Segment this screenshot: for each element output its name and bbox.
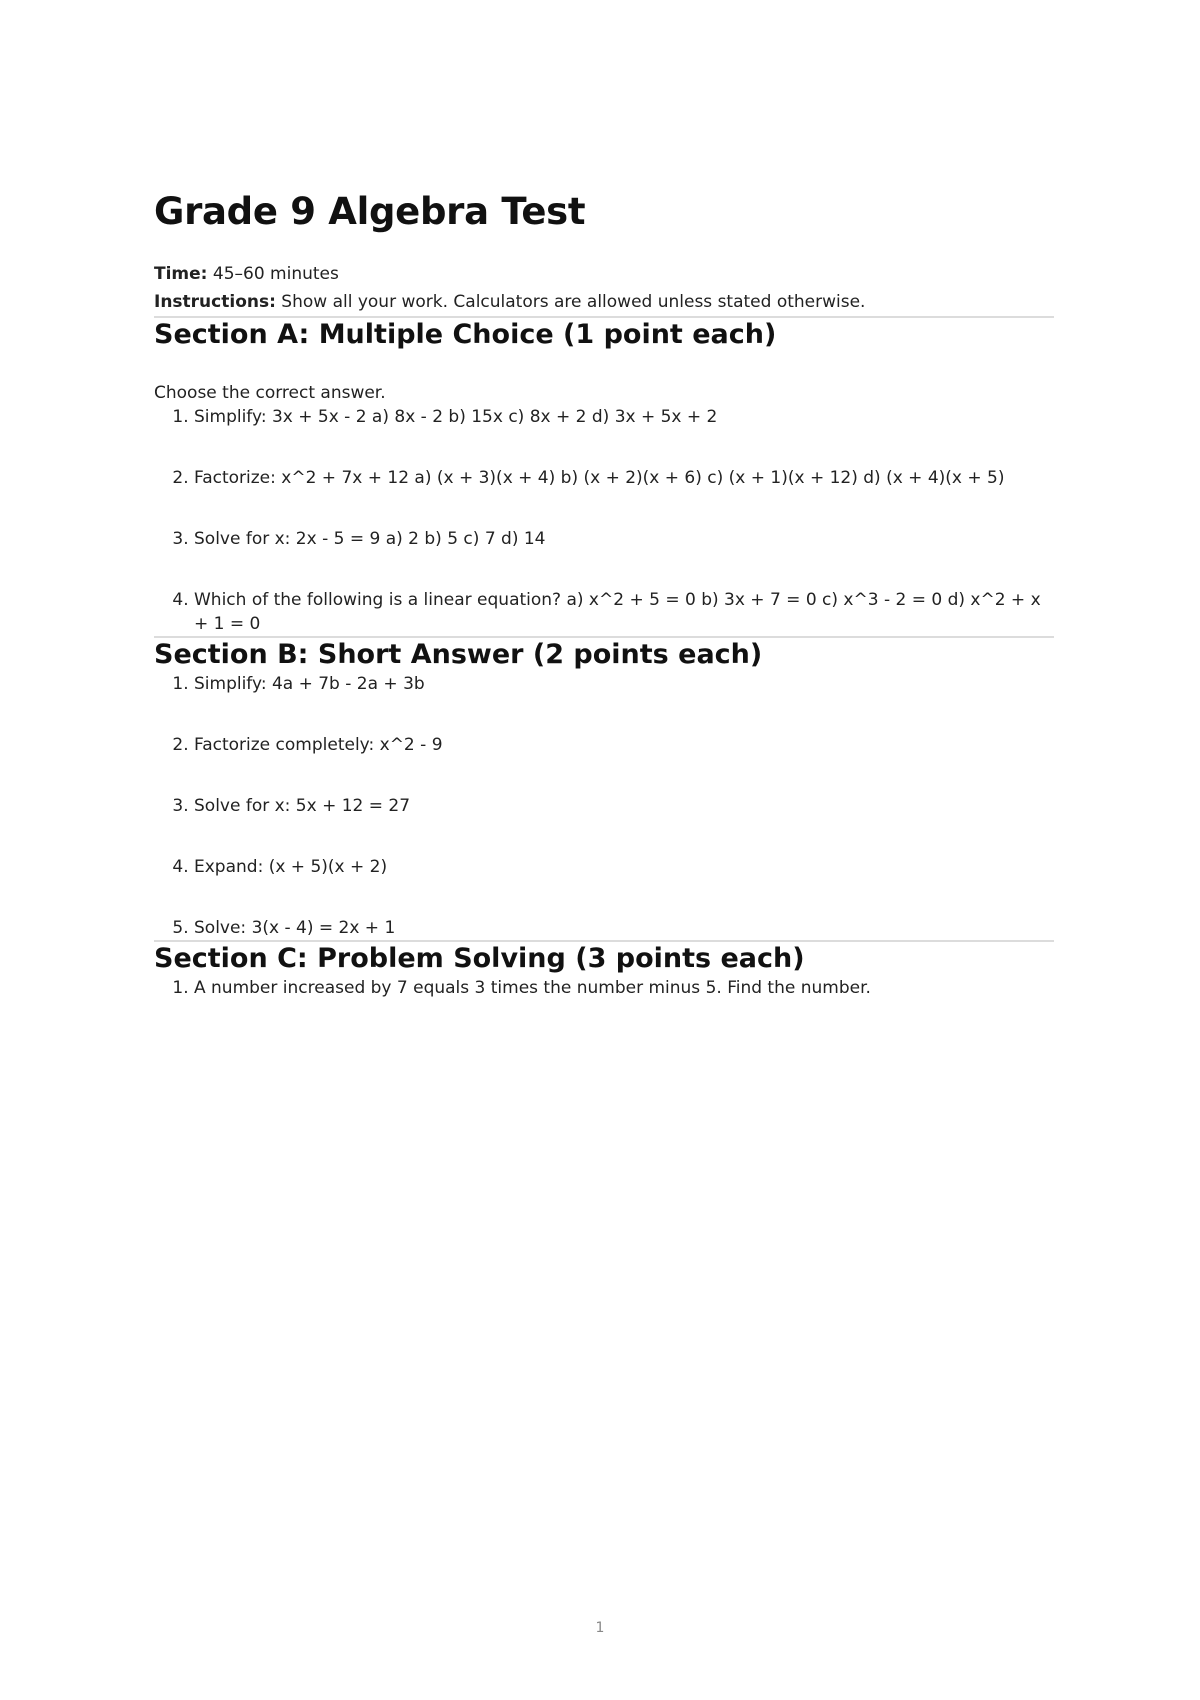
test-meta	[154, 260, 1054, 316]
time-line	[154, 260, 1054, 288]
test-page	[154, 190, 1054, 1000]
section-b-title: Section B: Short Answer (2 points each)	[154, 639, 763, 670]
section-a-questions	[154, 405, 1054, 636]
question-item: 2. Factorize: x^2 + 7x + 12 a) (x + 3)(x + 4) b) (x + 2)(x + 6) c) (x + 1)(x + 12) d) (x + 4)(x + 5)	[194, 466, 1054, 490]
section-c-questions	[154, 976, 1054, 1000]
time-value: 45–60 minutes	[212, 264, 339, 284]
instructions-value: Show all your work. Calculators are allowed unless stated otherwise.	[281, 292, 866, 312]
time-label: Time:	[154, 264, 208, 284]
section-c-title: Section C: Problem Solving (3 points each)	[154, 943, 805, 974]
question-item: 4. Expand: (x + 5)(x + 2)	[194, 855, 1054, 879]
page-title: Grade 9 Algebra Test	[154, 190, 586, 233]
section-b-questions	[154, 672, 1054, 940]
question-item: 3. Solve for x: 2x - 5 = 9 a) 2 b) 5 c) 7 d) 14	[194, 527, 1054, 551]
question-item: 4. Which of the following is a linear equation? a) x^2 + 5 = 0 b) 3x + 7 = 0 c) x^3 - 2 = 0 d) x^2 + x + 1 = 0	[194, 588, 1054, 636]
question-item: 1. A number increased by 7 equals 3 times the number minus 5. Find the number.	[194, 976, 1054, 1000]
section-a-lead: Choose the correct answer.	[154, 383, 386, 403]
question-item: 2. Factorize completely: x^2 - 9	[194, 733, 1054, 757]
instructions-line	[154, 288, 1054, 316]
section-a-title: Section A: Multiple Choice (1 point each)	[154, 319, 777, 350]
question-item: 3. Solve for x: 5x + 12 = 27	[194, 794, 1054, 818]
question-item: 1. Simplify: 4a + 7b - 2a + 3b	[194, 672, 1054, 696]
question-item: 5. Solve: 3(x - 4) = 2x + 1	[194, 916, 1054, 940]
instructions-label: Instructions:	[154, 292, 276, 312]
question-item: 1. Simplify: 3x + 5x - 2 a) 8x - 2 b) 15x c) 8x + 2 d) 3x + 5x + 2	[194, 405, 1054, 429]
page-number: 1	[595, 1620, 605, 1636]
